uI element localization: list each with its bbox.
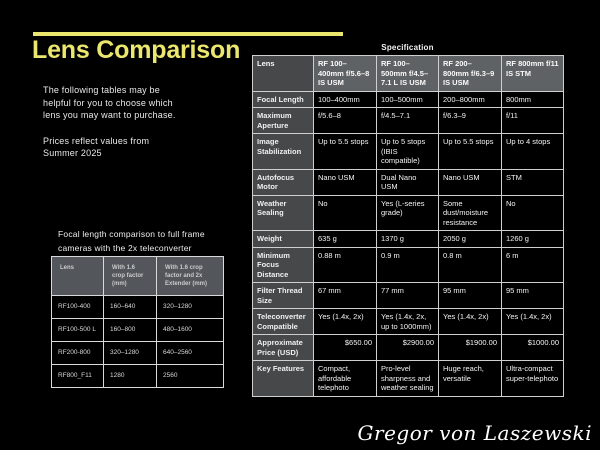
spec-table-title: Specification: [381, 43, 434, 52]
spec-row-label: Weather Sealing: [253, 195, 314, 231]
spec-cell: Huge reach, versatile: [439, 361, 502, 397]
spec-row: [253, 247, 564, 283]
intro-line: Prices reflect values from: [43, 135, 150, 146]
focal-cell: 320–1280: [157, 296, 224, 319]
spec-cell: 1260 g: [502, 231, 564, 248]
focal-cell: 160–800: [104, 319, 157, 342]
focal-cell: RF100-500 L: [52, 319, 104, 342]
spec-row-label: Maximum Aperture: [253, 108, 314, 134]
prices-note: [43, 135, 176, 160]
spec-cell: Yes (1.4x, 2x): [502, 309, 564, 335]
focal-cell: 160–640: [104, 296, 157, 319]
spec-cell: $2900.00: [377, 335, 439, 361]
intro-line: Summer 2025: [43, 148, 102, 158]
focal-header-cell: With 1.6 crop factor and 2x Extender (mm): [157, 257, 224, 296]
spec-row-label: Weight: [253, 231, 314, 248]
spec-row: [253, 283, 564, 309]
spec-cell: 635 g: [314, 231, 377, 248]
spec-row-label: Key Features: [253, 361, 314, 397]
spec-row-label: Image Stabilization: [253, 134, 314, 170]
focal-length-table: [51, 256, 224, 388]
focal-cell: 320–1280: [104, 342, 157, 365]
focal-cell: 640–2560: [157, 342, 224, 365]
spec-cell: 77 mm: [377, 283, 439, 309]
spec-cell: 800mm: [502, 91, 564, 108]
spec-row-price: [253, 335, 564, 361]
intro-paragraph: [43, 84, 176, 122]
focal-table-row: [52, 342, 224, 365]
spec-cell: f/5.6–8: [314, 108, 377, 134]
spec-row: [253, 108, 564, 134]
spec-cell: $650.00: [314, 335, 377, 361]
spec-cell: Up to 5 stops (IBIS compatible): [377, 134, 439, 170]
spec-cell: Up to 5.5 stops: [439, 134, 502, 170]
spec-cell: 95 mm: [439, 283, 502, 309]
focal-table-caption: [58, 227, 205, 255]
focal-cell: 2560: [157, 365, 224, 388]
spec-corner-header: Lens: [253, 56, 314, 92]
spec-row-label: Approximate Price (USD): [253, 335, 314, 361]
focal-cell: RF800_F11: [52, 365, 104, 388]
spec-cell: No: [314, 195, 377, 231]
focal-cell: 480–1600: [157, 319, 224, 342]
spec-cell: Compact, affordable telephoto: [314, 361, 377, 397]
spec-cell: $1000.00: [502, 335, 564, 361]
spec-column-header: RF 100–400mm f/5.6–8 IS USM: [314, 56, 377, 92]
author-signature: Gregor von Laszewski: [357, 421, 592, 445]
spec-row-label: Filter Thread Size: [253, 283, 314, 309]
spec-cell: 100–500mm: [377, 91, 439, 108]
focal-header-row: [52, 257, 224, 296]
spec-cell: No: [502, 195, 564, 231]
intro-line: helpful for you to choose which: [43, 97, 173, 108]
spec-cell: 100–400mm: [314, 91, 377, 108]
spec-cell: Some dust/moisture resistance: [439, 195, 502, 231]
focal-cell: 1280: [104, 365, 157, 388]
focal-table-row: [52, 319, 224, 342]
focal-cell: RF200-800: [52, 342, 104, 365]
spec-cell: STM: [502, 169, 564, 195]
intro-text: [43, 84, 176, 160]
spec-row-label: Focal Length: [253, 91, 314, 108]
spec-cell: f/4.5–7.1: [377, 108, 439, 134]
spec-column-header: RF 100–500mm f/4.5–7.1 L IS USM: [377, 56, 439, 92]
spec-cell: Nano USM: [314, 169, 377, 195]
spec-cell: Up to 4 stops: [502, 134, 564, 170]
spec-cell: Yes (1.4x, 2x): [439, 309, 502, 335]
caption-line: cameras with the 2x teleconverter: [58, 243, 192, 253]
spec-column-header: RF 800mm f/11 IS STM: [502, 56, 564, 92]
spec-cell: 95 mm: [502, 283, 564, 309]
spec-row: [253, 361, 564, 397]
spec-cell: f/6.3–9: [439, 108, 502, 134]
spec-row: [253, 309, 564, 335]
spec-cell: Nano USM: [439, 169, 502, 195]
intro-line: The following tables may be: [43, 85, 160, 95]
spec-row: [253, 169, 564, 195]
spec-row: [253, 231, 564, 248]
spec-cell: Yes (1.4x, 2x, up to 1000mm): [377, 309, 439, 335]
spec-cell: f/11: [502, 108, 564, 134]
spec-row: [253, 91, 564, 108]
spec-cell: 200–800mm: [439, 91, 502, 108]
focal-cell: RF100-400: [52, 296, 104, 319]
spec-cell: Yes (L-series grade): [377, 195, 439, 231]
page-title: Lens Comparison: [32, 36, 241, 64]
focal-table-row: [52, 365, 224, 388]
caption-line: Focal length comparison to full frame: [58, 229, 205, 239]
spec-header-row: [253, 56, 564, 92]
spec-row: [253, 134, 564, 170]
spec-cell: Pro-level sharpness and weather sealing: [377, 361, 439, 397]
spec-cell: $1900.00: [439, 335, 502, 361]
spec-cell: 0.88 m: [314, 247, 377, 283]
spec-cell: 6 m: [502, 247, 564, 283]
spec-cell: 0.8 m: [439, 247, 502, 283]
focal-table-row: [52, 296, 224, 319]
spec-row-label: Autofocus Motor: [253, 169, 314, 195]
focal-header-cell: Lens: [52, 257, 104, 296]
spec-row-label: Minimum Focus Distance: [253, 247, 314, 283]
spec-cell: 0.9 m: [377, 247, 439, 283]
specification-section: [252, 42, 563, 397]
spec-cell: Up to 5.5 stops: [314, 134, 377, 170]
spec-cell: 67 mm: [314, 283, 377, 309]
spec-cell: Dual Nano USM: [377, 169, 439, 195]
spec-cell: Ultra-compact super-telephoto: [502, 361, 564, 397]
intro-line: lens you may want to purchase.: [43, 110, 176, 120]
spec-row: [253, 195, 564, 231]
spec-cell: 2050 g: [439, 231, 502, 248]
spec-cell: Yes (1.4x, 2x): [314, 309, 377, 335]
specification-table: [252, 55, 564, 397]
focal-header-cell: With 1.6 crop factor (mm): [104, 257, 157, 296]
spec-cell: 1370 g: [377, 231, 439, 248]
spec-row-label: Teleconverter Compatible: [253, 309, 314, 335]
spec-column-header: RF 200–800mm f/6.3–9 IS USM: [439, 56, 502, 92]
